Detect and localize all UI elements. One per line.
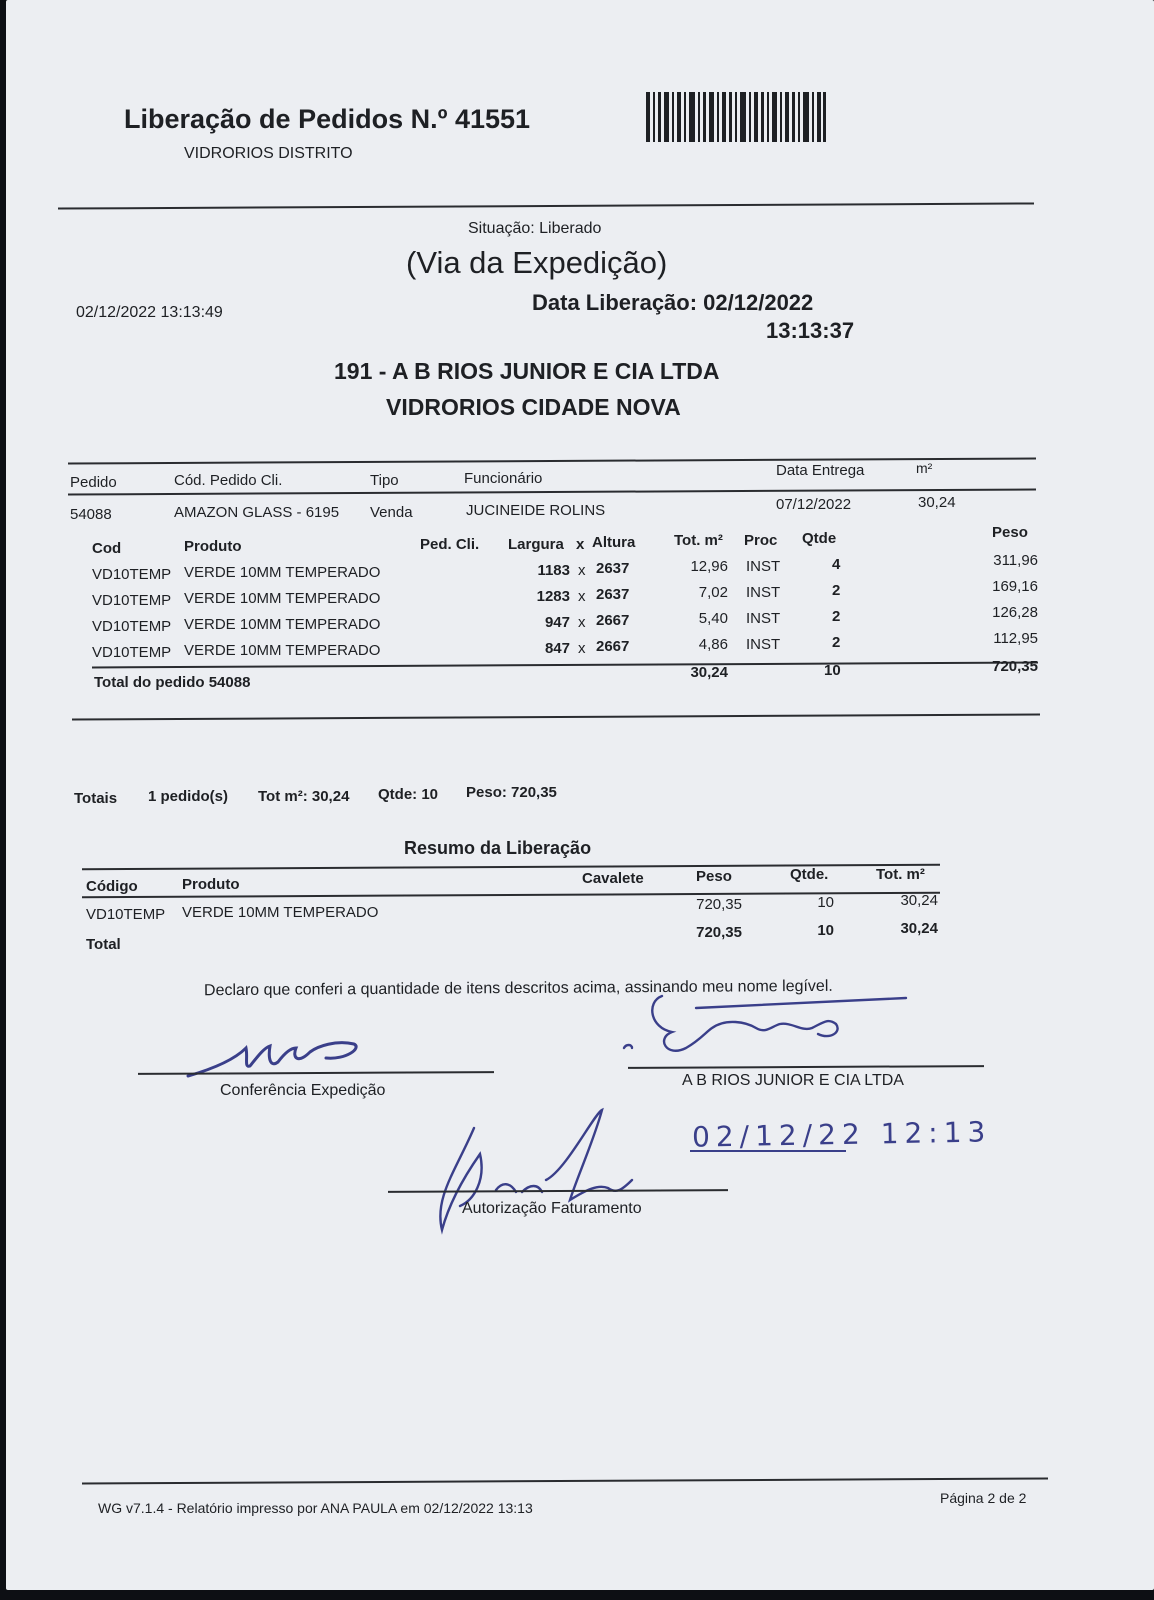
- resumo-cell-qtde: 10: [817, 894, 834, 911]
- cell-altura: 2637: [596, 586, 630, 603]
- col-altura: Altura: [592, 534, 636, 551]
- autorizacao-label: Autorização Faturamento: [462, 1200, 642, 1217]
- cell-tot-m2: 5,40: [698, 610, 728, 627]
- document-page: [6, 0, 1154, 1590]
- cell-x: x: [578, 562, 586, 579]
- value-cod-pedido-cli: AMAZON GLASS - 6195: [174, 504, 340, 521]
- totais-tot-m2: Tot m²: 30,24: [258, 788, 350, 805]
- totais-label: Totais: [74, 790, 118, 807]
- col-largura: Largura: [508, 536, 564, 553]
- client-name: 191 - A B RIOS JUNIOR E CIA LTDA: [334, 358, 720, 384]
- value-pedido: 54088: [70, 506, 112, 523]
- cell-qtde: 2: [832, 634, 841, 651]
- totais-qtde: Qtde: 10: [378, 786, 439, 803]
- cell-qtde: 2: [832, 608, 841, 625]
- cell-peso: 112,95: [993, 630, 1038, 647]
- col-ped-cli: Ped. Cli.: [420, 536, 480, 553]
- document-title: Liberação de Pedidos N.º 41551: [124, 104, 531, 134]
- cell-altura: 2637: [596, 560, 630, 577]
- cell-largura: 1183: [537, 562, 570, 579]
- cell-cod: VD10TEMP: [92, 592, 172, 609]
- handwritten-date: 02/12/22 12:13: [691, 1115, 992, 1154]
- value-tipo: Venda: [370, 504, 413, 521]
- cell-altura: 2667: [596, 612, 630, 629]
- divider: [58, 202, 1034, 209]
- col-qtde: Qtde: [802, 530, 837, 547]
- col-tot-m2: Tot. m²: [674, 532, 723, 549]
- resumo-cell-produto: VERDE 10MM TEMPERADO: [182, 904, 379, 921]
- situacao-status: Situação: Liberado: [468, 220, 602, 237]
- cell-produto: VERDE 10MM TEMPERADO: [184, 616, 381, 633]
- cell-qtde: 4: [832, 556, 841, 573]
- resumo-title: Resumo da Liberação: [404, 838, 592, 858]
- cell-produto: VERDE 10MM TEMPERADO: [184, 590, 381, 607]
- signature-client: [616, 988, 916, 1070]
- client-signature-label: A B RIOS JUNIOR E CIA LTDA: [682, 1072, 904, 1089]
- total-qtde: 10: [824, 662, 841, 679]
- label-m2: m²: [916, 460, 933, 476]
- data-liberacao-time: 13:13:37: [766, 318, 855, 343]
- resumo-total-label: Total: [86, 936, 121, 953]
- resumo-col-peso: Peso: [696, 868, 732, 885]
- cell-proc: INST: [746, 636, 781, 653]
- divider: [68, 457, 1036, 464]
- divider: [68, 488, 1036, 495]
- cell-largura: 947: [544, 614, 570, 631]
- cell-altura: 2667: [596, 638, 630, 655]
- cell-tot-m2: 7,02: [698, 584, 728, 601]
- cell-x: x: [578, 640, 586, 657]
- resumo-col-cavalete: Cavalete: [582, 870, 644, 887]
- printed-timestamp: 02/12/2022 13:13:49: [76, 304, 223, 321]
- cell-produto: VERDE 10MM TEMPERADO: [184, 564, 381, 581]
- company-name: VIDRORIOS DISTRITO: [184, 145, 353, 162]
- cell-qtde: 2: [832, 582, 841, 599]
- resumo-col-tot-m2: Tot. m²: [876, 866, 925, 883]
- cell-peso: 169,16: [992, 578, 1038, 595]
- resumo-col-qtde: Qtde.: [790, 866, 829, 883]
- client-store: VIDRORIOS CIDADE NOVA: [386, 394, 681, 420]
- cell-tot-m2: 12,96: [690, 558, 728, 575]
- cell-x: x: [578, 588, 586, 605]
- divider: [72, 713, 1040, 720]
- label-cod-pedido-cli: Cód. Pedido Cli.: [174, 472, 283, 489]
- barcode-icon: [646, 92, 826, 142]
- cell-produto: VERDE 10MM TEMPERADO: [184, 642, 381, 659]
- resumo-total-tot-m2: 30,24: [900, 920, 938, 937]
- col-x: x: [576, 536, 585, 553]
- cell-largura: 847: [544, 640, 570, 657]
- resumo-cell-peso: 720,35: [696, 896, 742, 913]
- cell-peso: 126,28: [992, 604, 1038, 621]
- handwritten-underline: [690, 1150, 846, 1152]
- value-m2: 30,24: [918, 494, 956, 511]
- cell-proc: INST: [746, 558, 781, 575]
- cell-cod: VD10TEMP: [92, 644, 172, 661]
- total-peso: 720,35: [992, 658, 1038, 675]
- data-liberacao: Data Liberação: 02/12/2022: [532, 290, 814, 315]
- page-number: Página 2 de 2: [940, 1490, 1027, 1506]
- declaration-text: Declaro que conferi a quantidade de itens descritos acima, assinando meu nome legível.: [203, 977, 833, 1000]
- label-data-entrega: Data Entrega: [776, 462, 865, 479]
- col-proc: Proc: [744, 532, 778, 549]
- total-pedido-label: Total do pedido 54088: [94, 674, 251, 691]
- cell-tot-m2: 4,86: [698, 636, 728, 653]
- resumo-cell-codigo: VD10TEMP: [86, 906, 166, 923]
- conferencia-label: Conferência Expedição: [220, 1082, 386, 1099]
- footer-printed-by: WG v7.1.4 - Relatório impresso por ANA PAULA em 02/12/2022 13:13: [98, 1500, 533, 1516]
- total-tot-m2: 30,24: [690, 664, 728, 681]
- cell-x: x: [578, 614, 586, 631]
- resumo-col-produto: Produto: [182, 876, 240, 893]
- resumo-col-codigo: Código: [86, 878, 138, 895]
- cell-peso: 311,96: [993, 552, 1038, 569]
- resumo-cell-tot-m2: 30,24: [900, 892, 938, 909]
- value-funcionario: JUCINEIDE ROLINS: [466, 502, 606, 519]
- cell-cod: VD10TEMP: [92, 618, 172, 635]
- via-label: (Via da Expedição): [406, 245, 668, 280]
- label-tipo: Tipo: [370, 472, 399, 489]
- totais-peso: Peso: 720,35: [466, 784, 557, 801]
- divider: [82, 1477, 1048, 1484]
- col-produto: Produto: [184, 538, 242, 555]
- cell-cod: VD10TEMP: [92, 566, 172, 583]
- label-funcionario: Funcionário: [464, 470, 543, 487]
- totais-pedidos: 1 pedido(s): [148, 788, 229, 805]
- divider: [92, 662, 1038, 669]
- value-data-entrega: 07/12/2022: [776, 496, 852, 513]
- cell-largura: 1283: [536, 588, 570, 605]
- col-cod: Cod: [92, 540, 122, 557]
- cell-proc: INST: [746, 610, 781, 627]
- label-pedido: Pedido: [70, 474, 117, 491]
- col-peso: Peso: [992, 524, 1028, 541]
- resumo-total-qtde: 10: [817, 922, 834, 939]
- cell-proc: INST: [746, 584, 781, 601]
- resumo-total-peso: 720,35: [696, 924, 742, 941]
